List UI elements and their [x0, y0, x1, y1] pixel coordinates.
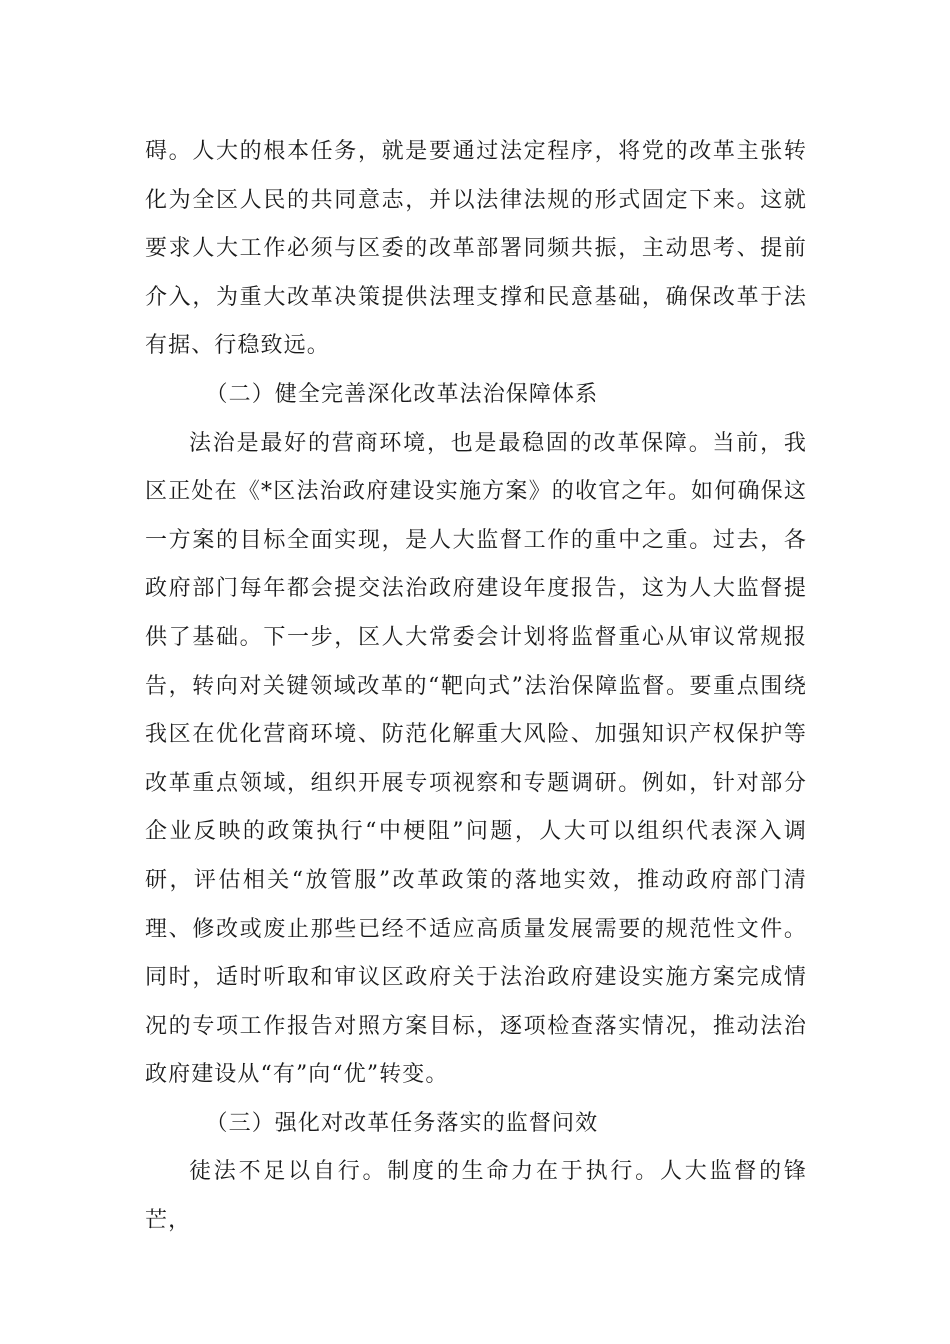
- paragraph-supervision: 徒法不足以自行。制度的生命力在于执行。人大监督的锋芒，: [145, 1159, 807, 1234]
- paragraph-rule-of-law: 法治是最好的营商环境，也是最稳固的改革保障。当前，我区正处在《*区法治政府建设实施方案》的收官之年。如何确保这一方案的目标全面实现，是人大监督工作的重中之重。过去，各政府部门每年都会提交法治政府建设年度报告，这为人大监督提供了基础。下一步，区人大常委会计划将监督重心从审议常规报告，转向对关键领域改革的“靶向式”法治保障监督。要重点围绕我区在优化营商环境、防范化解重大风险、加强知识产权保护等改革重点领域，组织开展专项视察和专题调研。例如，针对部分企业反映的政策执行“中梗阻”问题，人大可以组织代表深入调研，评估相关“放管服”改革政策的落地实效，推动政府部门清理、修改或废止那些已经不适应高质量发展需要的规范性文件。同时，适时听取和审议区政府关于法治政府建设实施方案完成情况的专项工作报告对照方案目标，逐项检查落实情况，推动法治政府建设从“有”向“优”转变。: [145, 430, 807, 1088]
- section-heading-3: （三）强化对改革任务落实的监督问效: [205, 1110, 599, 1136]
- section-heading-2: （二）健全完善深化改革法治保障体系: [205, 381, 599, 407]
- paragraph-continued: 碍。人大的根本任务，就是要通过法定程序，将党的改革主张转化为全区人民的共同意志，并以法律法规的形式固定下来。这就要求人大工作必须与区委的改革部署同频共振，主动思考、提前介入，为重大改革决策提供法理支撑和民意基础，确保改革于法有据、行稳致远。: [145, 139, 807, 359]
- document-body: [145, 128, 807, 1246]
